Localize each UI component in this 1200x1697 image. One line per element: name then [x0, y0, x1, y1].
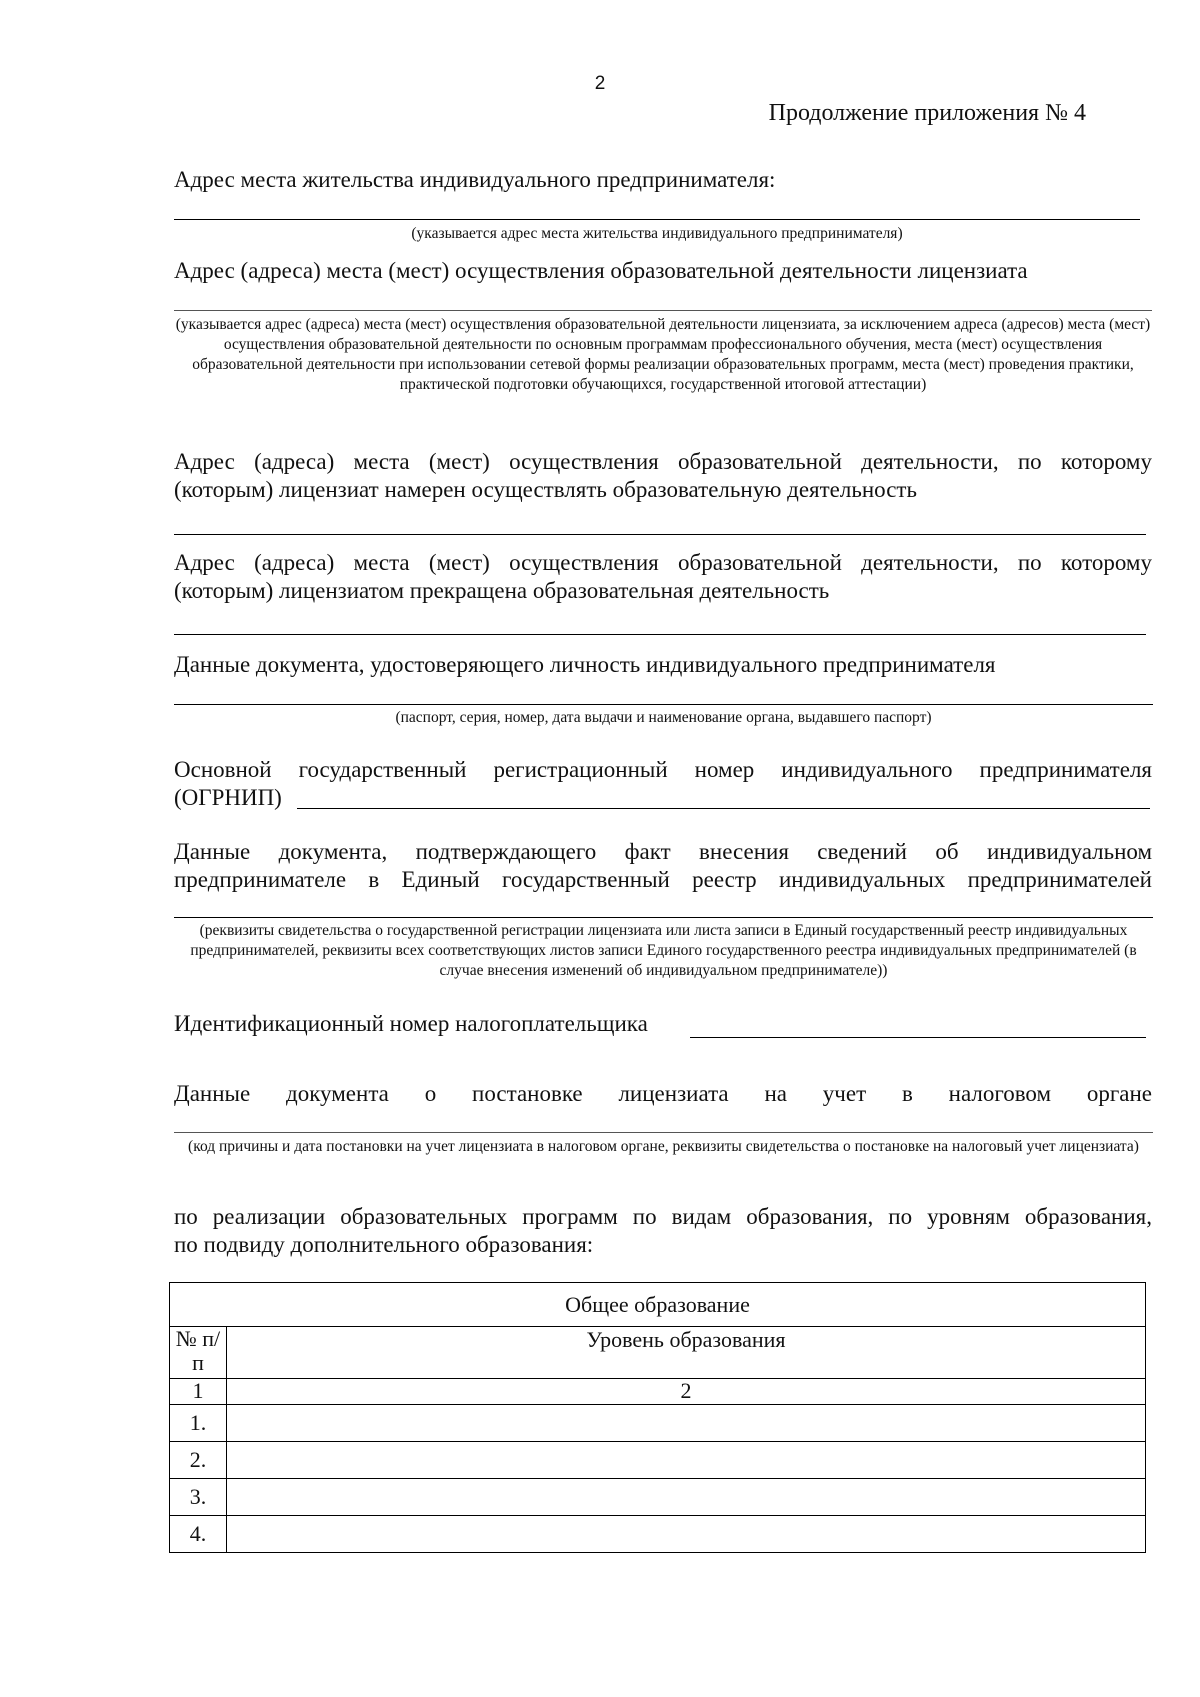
activity-address-input-line[interactable]	[174, 310, 1152, 311]
inn-input-line[interactable]	[690, 1037, 1146, 1038]
activity-address-note: (указывается адрес (адреса) места (мест) осуществления образовательной деятельности лицензиата, за исключением адреса (адресов) места (мест) осуществления образовательной деятельности по основным программам профессионального обучения, места (мест) осуществления образовательной деятельности при использовании сетевой формы реализации образовательных программ, места (мест) проведения практики, практической подготовки обучающихся, государственной итоговой аттестации)	[175, 316, 1151, 393]
egrip-line1: Данные документа, подтверждающего факт внесения сведений об индивидуальном	[174, 839, 1152, 864]
egrip-input-line[interactable]	[174, 917, 1153, 918]
terminated-address-input-line[interactable]	[174, 634, 1146, 635]
identity-doc-input-line[interactable]	[174, 704, 1153, 705]
egrip-note: (реквизиты свидетельства о государственной регистрации лицензиата или листа записи в Единый государственный реестр индивидуальных предпринимателей, реквизиты всех соответствующих листов записи Единого государственного реестра индивидуальных предпринимателей (в случае внесения изменений об индивидуальном предпринимателе))	[190, 922, 1137, 979]
intended-address-line1: Адрес (адреса) места (мест) осуществления образовательной деятельности, по которому	[174, 449, 1152, 474]
col1-index: 1	[170, 1379, 227, 1405]
programs-line1: по реализации образовательных программ по видам образования, по уровням образования,	[174, 1204, 1152, 1229]
row-level-cell[interactable]	[227, 1479, 1146, 1516]
col2-index: 2	[227, 1379, 1146, 1405]
table-title: Общее образование	[170, 1283, 1146, 1327]
row-number: 3.	[170, 1479, 227, 1516]
residence-note: (указывается адрес места жительства индивидуального предпринимателя)	[411, 225, 903, 242]
table-row	[170, 1479, 1146, 1516]
residence-input-line[interactable]	[174, 219, 1140, 220]
tax-doc-input-line[interactable]	[174, 1132, 1153, 1133]
row-level-cell[interactable]	[227, 1405, 1146, 1442]
table-row	[170, 1516, 1146, 1553]
col2-header: Уровень образования	[227, 1327, 1146, 1379]
col1-header: № п/п	[170, 1327, 227, 1379]
ogrnip-line2: (ОГРНИП)	[174, 785, 282, 810]
programs-line2: по подвиду дополнительного образования:	[174, 1232, 594, 1257]
ogrnip-input-line[interactable]	[297, 808, 1150, 809]
page-number: 2	[594, 73, 606, 94]
intended-address-input-line[interactable]	[174, 534, 1146, 535]
terminated-address-line2: (которым) лицензиатом прекращена образовательная деятельность	[174, 578, 830, 603]
tax-doc-note: (код причины и дата постановки на учет лицензиата в налоговом органе, реквизиты свидетельства о постановке на налоговый учет лицензиата)	[188, 1138, 1139, 1155]
row-level-cell[interactable]	[227, 1516, 1146, 1553]
identity-doc-label: Данные документа, удостоверяющего личность индивидуального предпринимателя	[174, 652, 996, 677]
ogrnip-line1: Основной государственный регистрационный номер индивидуального предпринимателя	[174, 757, 1152, 782]
intended-address-line2: (которым) лицензиат намерен осуществлять образовательную деятельность	[174, 477, 917, 502]
activity-address-label: Адрес (адреса) места (мест) осуществления образовательной деятельности лицензиата	[174, 258, 1028, 283]
residence-label: Адрес места жительства индивидуального предпринимателя:	[174, 167, 776, 192]
table-row	[170, 1405, 1146, 1442]
row-number: 4.	[170, 1516, 227, 1553]
inn-label: Идентификационный номер налогоплательщика	[174, 1011, 648, 1036]
row-number: 2.	[170, 1442, 227, 1479]
row-number: 1.	[170, 1405, 227, 1442]
tax-doc-label: Данные документа о постановке лицензиата на учет в налоговом органе	[174, 1081, 1152, 1106]
terminated-address-line1: Адрес (адреса) места (мест) осуществления образовательной деятельности, по которому	[174, 550, 1152, 575]
row-level-cell[interactable]	[227, 1442, 1146, 1479]
egrip-line2: предпринимателе в Единый государственный реестр индивидуальных предпринимателей	[174, 867, 1152, 892]
appendix-title: Продолжение приложения № 4	[768, 100, 1086, 126]
table-row	[170, 1442, 1146, 1479]
general-education-table	[169, 1282, 1146, 1553]
identity-doc-note: (паспорт, серия, номер, дата выдачи и наименование органа, выдавшего паспорт)	[395, 709, 932, 726]
